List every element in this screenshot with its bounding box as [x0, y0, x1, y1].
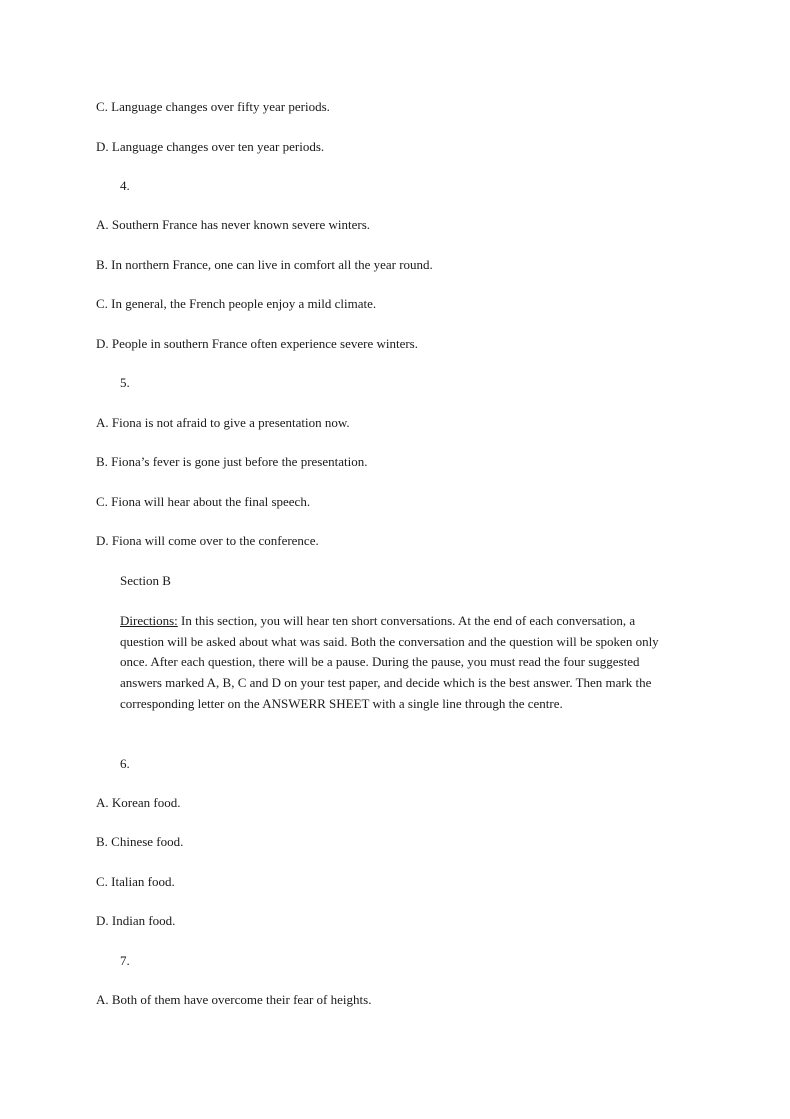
- q5-option-b: B. Fiona’s fever is gone just before the presentation.: [96, 454, 368, 469]
- q6-option-d: D. Indian food.: [96, 913, 176, 928]
- q4-option-b: B. In northern France, one can live in comfort all the year round.: [96, 257, 433, 272]
- question-number-6: 6.: [120, 756, 130, 771]
- q5-option-a: A. Fiona is not afraid to give a presentation now.: [96, 415, 350, 430]
- q7-option-a: A. Both of them have overcome their fear of heights.: [96, 992, 372, 1007]
- q6-option-b: B. Chinese food.: [96, 834, 184, 849]
- q6-option-c: C. Italian food.: [96, 874, 175, 889]
- q4-option-a: A. Southern France has never known severe winters.: [96, 217, 371, 232]
- q3-option-c: C. Language changes over fifty year periods.: [96, 99, 330, 114]
- q4-option-c: C. In general, the French people enjoy a mild climate.: [96, 296, 377, 311]
- directions-text: In this section, you will hear ten short conversations. At the end of each conversation, a question will be asked about what was said. Both the conversation and the question will be spoken only once. After each question, there will be a pause. During the pause, you must read the four suggested answers marked A, B, C and D on your test paper, and decide which is the best answer. Then mark the corresponding letter on the ANSWERR SHEET with a single line through the centre.: [120, 613, 659, 711]
- section-b-heading: Section B: [120, 573, 171, 588]
- question-number-4: 4.: [120, 178, 130, 193]
- q3-option-d: D. Language changes over ten year periods.: [96, 139, 325, 154]
- question-number-7: 7.: [120, 953, 130, 968]
- directions-paragraph: [120, 611, 672, 715]
- directions-label: Directions:: [120, 613, 178, 628]
- q6-option-a: A. Korean food.: [96, 795, 181, 810]
- q4-option-d: D. People in southern France often experience severe winters.: [96, 336, 418, 351]
- q5-option-d: D. Fiona will come over to the conference.: [96, 533, 319, 548]
- question-number-5: 5.: [120, 375, 130, 390]
- q5-option-c: C. Fiona will hear about the final speech.: [96, 494, 311, 509]
